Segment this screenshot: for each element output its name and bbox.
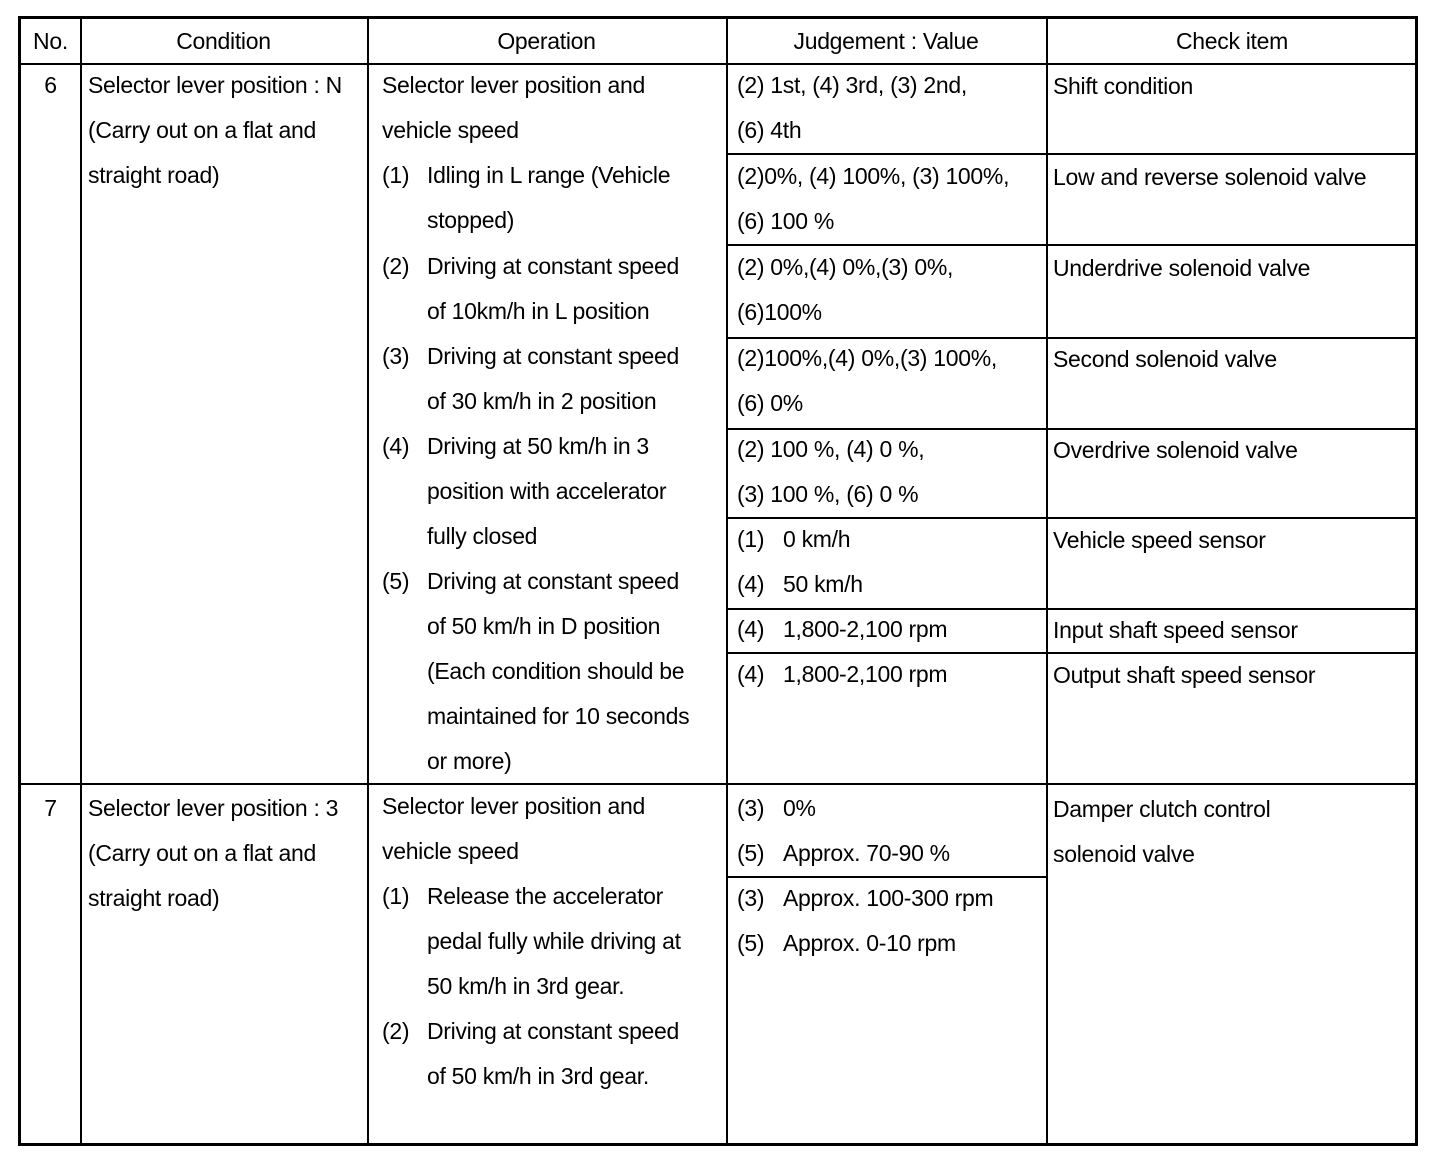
step-text: (Each condition should be (427, 658, 685, 684)
judgement-value: 0 km/h (783, 526, 851, 552)
judgement-value: (6)100% (737, 299, 822, 325)
judgement-value: (6) 0% (737, 390, 803, 416)
judgement-number: (3) (737, 885, 765, 911)
judgement-value: Approx. 0-10 rpm (783, 930, 956, 956)
judgement-value: (2)0%, (4) 100%, (3) 100%, (737, 163, 1010, 189)
judgement-number: (4) (737, 616, 765, 642)
step-text: stopped) (427, 207, 515, 233)
check-item: solenoid valve (1053, 841, 1195, 867)
check-item: Vehicle speed sensor (1053, 527, 1266, 553)
judgement-number: (5) (737, 840, 765, 866)
header-judgement: Judgement : Value (793, 28, 979, 54)
header-operation: Operation (497, 28, 596, 54)
judgement-value: 1,800-2,100 rpm (783, 661, 948, 687)
step-text: fully closed (427, 523, 538, 549)
judgement-number: (4) (737, 661, 765, 687)
condition-line: Selector lever position : 3 (88, 795, 339, 821)
check-item: Input shaft speed sensor (1053, 617, 1298, 643)
judgement-value: 0% (783, 795, 816, 821)
operation-intro: Selector lever position and (382, 72, 645, 98)
judgement-value: Approx. 70-90 % (783, 840, 950, 866)
step-number: (1) (382, 162, 410, 188)
step-text: Driving at 50 km/h in 3 (427, 433, 649, 459)
condition-line: (Carry out on a flat and (88, 840, 317, 866)
check-item: Underdrive solenoid valve (1053, 255, 1311, 281)
judgement-number: (5) (737, 930, 765, 956)
step-text: of 50 km/h in D position (427, 613, 661, 639)
step-text: maintained for 10 seconds (427, 703, 690, 729)
judgement-number: (3) (737, 795, 765, 821)
step-number: (4) (382, 433, 410, 459)
step-text: of 30 km/h in 2 position (427, 388, 657, 414)
row-divider (21, 783, 1415, 785)
step-text: 50 km/h in 3rd gear. (427, 973, 625, 999)
judgement-value: (2) 1st, (4) 3rd, (3) 2nd, (737, 72, 967, 98)
step-number: (2) (382, 1018, 410, 1044)
header-condition: Condition (176, 28, 271, 54)
step-text: of 50 km/h in 3rd gear. (427, 1063, 649, 1089)
judgement-value: (2) 100 %, (4) 0 %, (737, 436, 925, 462)
header-no: No. (33, 28, 68, 54)
check-item: Output shaft speed sensor (1053, 662, 1316, 688)
step-text: pedal fully while driving at (427, 928, 681, 954)
check-item: Damper clutch control (1053, 796, 1271, 822)
judgement-value: (2) 0%,(4) 0%,(3) 0%, (737, 254, 954, 280)
row-number: 6 (44, 72, 57, 98)
step-text: Idling in L range (Vehicle (427, 162, 671, 188)
check-item: Low and reverse solenoid valve (1053, 164, 1367, 190)
step-number: (1) (382, 883, 410, 909)
step-text: Driving at constant speed (427, 568, 680, 594)
judgement-value: 1,800-2,100 rpm (783, 616, 948, 642)
step-number: (5) (382, 568, 410, 594)
judgement-number: (4) (737, 571, 765, 597)
step-text: Driving at constant speed (427, 343, 680, 369)
check-item: Shift condition (1053, 73, 1193, 99)
step-text: Driving at constant speed (427, 253, 680, 279)
step-text: or more) (427, 748, 512, 774)
step-text: of 10km/h in L position (427, 298, 650, 324)
judgement-value: Approx. 100-300 rpm (783, 885, 994, 911)
operation-intro: vehicle speed (382, 117, 519, 143)
column-divider (367, 19, 369, 1143)
judgement-value: 50 km/h (783, 571, 863, 597)
spec-table (18, 16, 1418, 1146)
check-item: Overdrive solenoid valve (1053, 437, 1298, 463)
condition-line: straight road) (88, 162, 220, 188)
header-check-item: Check item (1175, 28, 1289, 54)
judgement-value: (3) 100 %, (6) 0 % (737, 481, 919, 507)
condition-line: Selector lever position : N (88, 72, 342, 98)
operation-intro: vehicle speed (382, 838, 519, 864)
column-divider (80, 19, 82, 1143)
judgement-value: (6) 100 % (737, 208, 835, 234)
check-item: Second solenoid valve (1053, 346, 1277, 372)
step-number: (2) (382, 253, 410, 279)
step-text: Driving at constant speed (427, 1018, 680, 1044)
condition-line: (Carry out on a flat and (88, 117, 317, 143)
judgement-value: (2)100%,(4) 0%,(3) 100%, (737, 345, 997, 371)
step-number: (3) (382, 343, 410, 369)
step-text: Release the accelerator (427, 883, 664, 909)
column-divider (726, 19, 728, 1143)
operation-intro: Selector lever position and (382, 793, 645, 819)
step-text: position with accelerator (427, 478, 667, 504)
judgement-value: (6) 4th (737, 117, 802, 143)
row-number: 7 (44, 795, 57, 821)
column-divider (1046, 19, 1048, 1143)
condition-line: straight road) (88, 885, 220, 911)
judgement-number: (1) (737, 526, 765, 552)
